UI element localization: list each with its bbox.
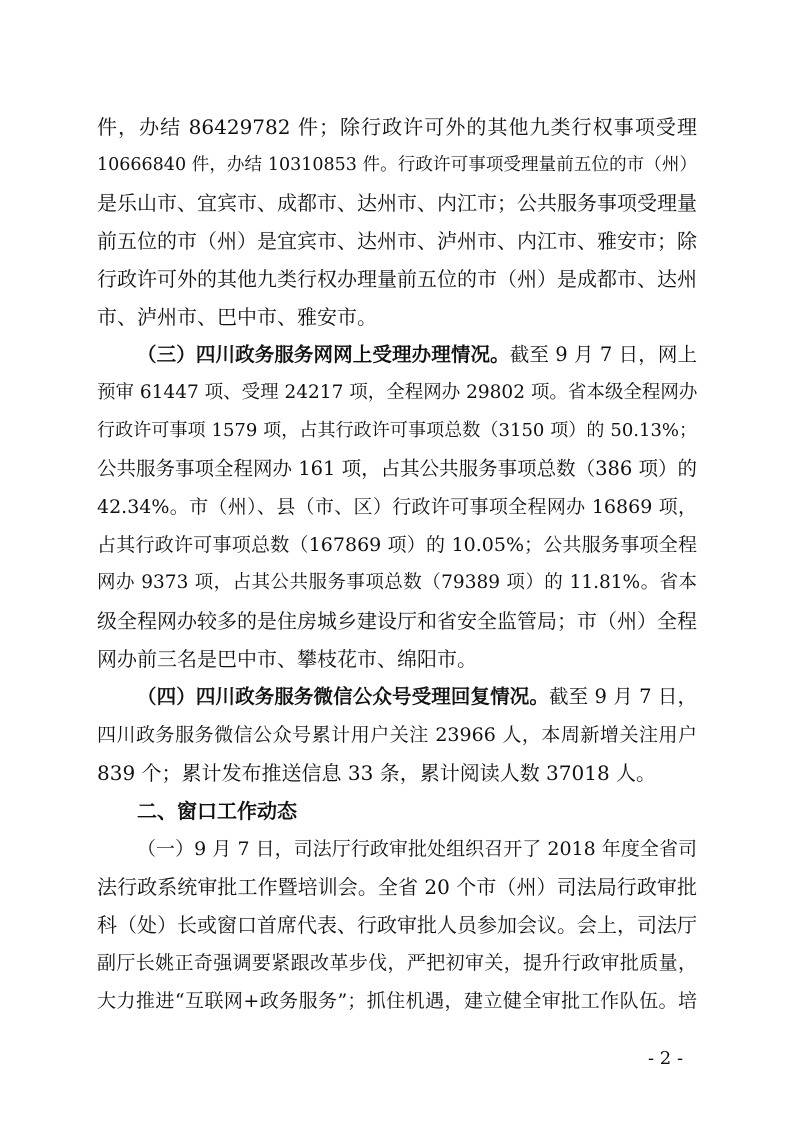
paragraph-line: 10666840 件，办结 10310853 件。行政许可事项受理量前五位的市（州） [97, 155, 697, 175]
section-3-first-line: （三）四川政务服务网网上受理办理情况。截至 9 月 7 日，网上 [137, 343, 697, 366]
paragraph-line: 市、泸州市、巴中市、雅安市。 [97, 305, 377, 329]
page-number: - 2 - [648, 1048, 684, 1069]
paragraph-line: 四川政务服务微信公众号累计用户关注 23966 人，本周新增关注用户 [97, 724, 697, 746]
paragraph-line: 前五位的市（州）是宜宾市、达州市、泸州市、内江市、雅安市；除 [97, 229, 697, 253]
paragraph-line: 行政许可外的其他九类行权办理量前五位的市（州）是成都市、达州 [97, 267, 697, 291]
paragraph-line: 预审 61447 项、受理 24217 项，全程网办 29802 项。省本级全程网办 [97, 382, 698, 403]
paragraph-line: 42.34%。市（州）、县（市、区）行政许可事项全程网办 16869 项， [97, 496, 697, 518]
section-4-first-line: （四）四川政务服务微信公众号受理回复情况。截至 9 月 7 日， [137, 685, 697, 708]
paragraph-line: （一）9 月 7 日，司法厅行政审批处组织召开了 2018 年度全省司 [137, 838, 697, 860]
section-heading: 二、窗口工作动态 [137, 799, 297, 823]
paragraph-line: 网办前三名是巴中市、攀枝花市、绵阳市。 [97, 647, 477, 671]
paragraph-line: 副厅长姚正奇强调要紧跟改革步伐，严把初审关，提升行政审批质量， [97, 952, 697, 974]
paragraph-line: 行政许可事项 1579 项，占其行政许可事项总数（3150 项）的 50.13%； [97, 420, 697, 441]
paragraph-line: 网办 9373 项，占其公共服务事项总数（79389 项）的 11.81%。省本 [97, 572, 697, 593]
section-4-title: （四）四川政务服务微信公众号受理回复情况。 [137, 685, 549, 708]
paragraph-line: 件，办结 86429782 件；除行政许可外的其他九类行权事项受理 [97, 115, 697, 139]
paragraph-line: 是乐山市、宜宾市、成都市、达州市、内江市；公共服务事项受理量 [97, 191, 697, 215]
paragraph-line: 法行政系统审批工作暨培训会。全省 20 个市（州）司法局行政审批 [97, 875, 697, 899]
paragraph-line: 公共服务事项全程网办 161 项，占其公共服务事项总数（386 项）的 [97, 457, 698, 480]
paragraph-line: 大力推进“互联网+政务服务”；抓住机遇，建立健全审批工作队伍。培 [97, 990, 697, 1012]
paragraph-line: 科（处）长或窗口首席代表、行政审批人员参加会议。会上，司法厅 [97, 913, 697, 937]
paragraph-line: 839 个；累计发布推送信息 33 条，累计阅读人数 37018 人。 [97, 761, 657, 785]
paragraph-line: 占其行政许可事项总数（167869 项）的 10.05%；公共服务事项全程 [97, 534, 697, 556]
paragraph-line: 级全程网办较多的是住房城乡建设厅和省安全监管局；市（州）全程 [97, 609, 697, 633]
section-3-title: （三）四川政务服务网网上受理办理情况。 [137, 343, 510, 366]
